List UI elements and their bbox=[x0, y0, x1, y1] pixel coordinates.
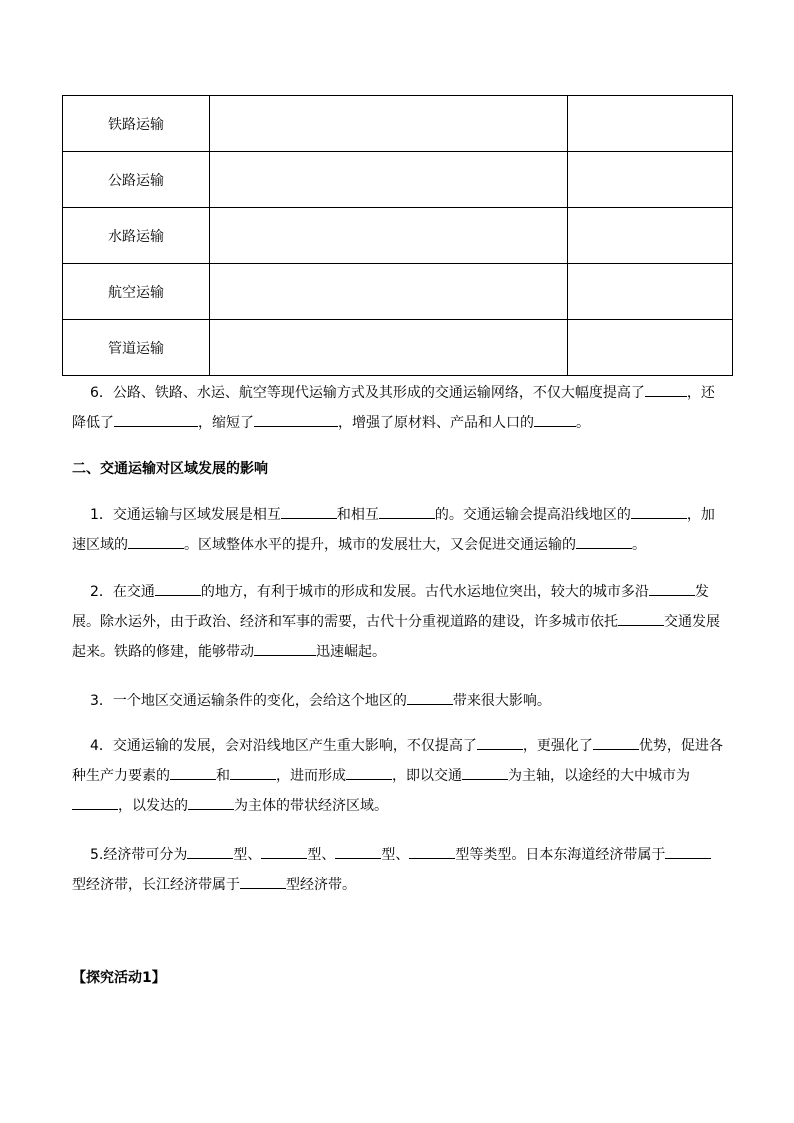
fill-blank[interactable] bbox=[254, 640, 316, 656]
question-5: 5.经济带可分为 型、 型、 型、 型等类型。日本东海道经济带属于型经济带，长江经济带属于 型经济带。 bbox=[72, 840, 724, 900]
row-label: 公路运输 bbox=[63, 152, 210, 208]
question-3: 3．一个地区交通运输条件的变化，会给这个地区的 带来很大影响。 bbox=[72, 686, 724, 716]
fill-blank[interactable] bbox=[230, 764, 276, 780]
fill-blank[interactable] bbox=[72, 794, 118, 810]
fill-blank[interactable] bbox=[462, 764, 508, 780]
fill-blank[interactable] bbox=[665, 843, 711, 859]
answer-cell[interactable] bbox=[210, 264, 568, 320]
answer-cell[interactable] bbox=[210, 320, 568, 376]
table-row bbox=[63, 96, 733, 152]
table-row bbox=[63, 264, 733, 320]
question-1: 1．交通运输与区域发展是相互 和相互 的。交通运输会提高沿线地区的 ，加速区域的 。区域整体水平的提升，城市的发展壮大，又会促进交通运输的 。 bbox=[72, 500, 724, 560]
fill-blank[interactable] bbox=[346, 764, 392, 780]
fill-blank[interactable] bbox=[576, 533, 632, 549]
answer-cell[interactable] bbox=[210, 152, 568, 208]
activity-title: 【探究活动1】 bbox=[72, 970, 166, 986]
fill-blank[interactable] bbox=[409, 843, 455, 859]
fill-blank[interactable] bbox=[379, 503, 435, 519]
fill-blank[interactable] bbox=[187, 843, 233, 859]
fill-blank[interactable] bbox=[114, 411, 198, 427]
row-label: 航空运输 bbox=[63, 264, 210, 320]
section-title: 二、交通运输对区域发展的影响 bbox=[72, 461, 268, 477]
question-2: 2．在交通 的地方，有利于城市的形成和发展。古代水运地位突出，较大的城市多沿 发展。除水运外，由于政治、经济和军事的需要，古代十分重视道路的建设，许多城市依托 交通发展起来。铁路的修建，能够带动 迅速崛起。 bbox=[72, 577, 724, 667]
fill-blank[interactable] bbox=[155, 580, 201, 596]
answer-cell[interactable] bbox=[210, 208, 568, 264]
fill-blank[interactable] bbox=[593, 734, 639, 750]
row-label: 管道运输 bbox=[63, 320, 210, 376]
fill-blank[interactable] bbox=[631, 503, 687, 519]
table-row bbox=[63, 208, 733, 264]
fill-blank[interactable] bbox=[534, 411, 576, 427]
answer-cell[interactable] bbox=[568, 264, 733, 320]
fill-blank[interactable] bbox=[645, 381, 687, 397]
question-4: 4．交通运输的发展，会对沿线地区产生重大影响，不仅提高了 ，更强化了 优势，促进各种生产力要素的 和 ，进而形成 ，即以交通 为主轴，以途经的大中城市为，以发达的 为主体的带状经济区域。 bbox=[72, 731, 724, 821]
fill-blank[interactable] bbox=[254, 411, 338, 427]
answer-cell[interactable] bbox=[568, 320, 733, 376]
fill-blank[interactable] bbox=[261, 843, 307, 859]
row-label: 水路运输 bbox=[63, 208, 210, 264]
fill-blank[interactable] bbox=[649, 580, 695, 596]
table-row bbox=[63, 320, 733, 376]
fill-blank[interactable] bbox=[188, 794, 234, 810]
fill-blank[interactable] bbox=[618, 610, 664, 626]
fill-blank[interactable] bbox=[477, 734, 523, 750]
fill-blank[interactable] bbox=[128, 533, 184, 549]
fill-blank[interactable] bbox=[281, 503, 337, 519]
fill-blank[interactable] bbox=[335, 843, 381, 859]
answer-cell[interactable] bbox=[210, 96, 568, 152]
fill-blank[interactable] bbox=[407, 689, 453, 705]
paragraph-6: 6．公路、铁路、水运、航空等现代运输方式及其形成的交通运输网络，不仅大幅度提高了 ，还降低了 ，缩短了 ，增强了原材料、产品和人口的 。 bbox=[72, 378, 724, 438]
fill-blank[interactable] bbox=[170, 764, 216, 780]
fill-blank[interactable] bbox=[240, 873, 286, 889]
answer-cell[interactable] bbox=[568, 208, 733, 264]
table-row bbox=[63, 152, 733, 208]
answer-cell[interactable] bbox=[568, 152, 733, 208]
row-label: 铁路运输 bbox=[63, 96, 210, 152]
transport-table bbox=[62, 95, 733, 376]
answer-cell[interactable] bbox=[568, 96, 733, 152]
